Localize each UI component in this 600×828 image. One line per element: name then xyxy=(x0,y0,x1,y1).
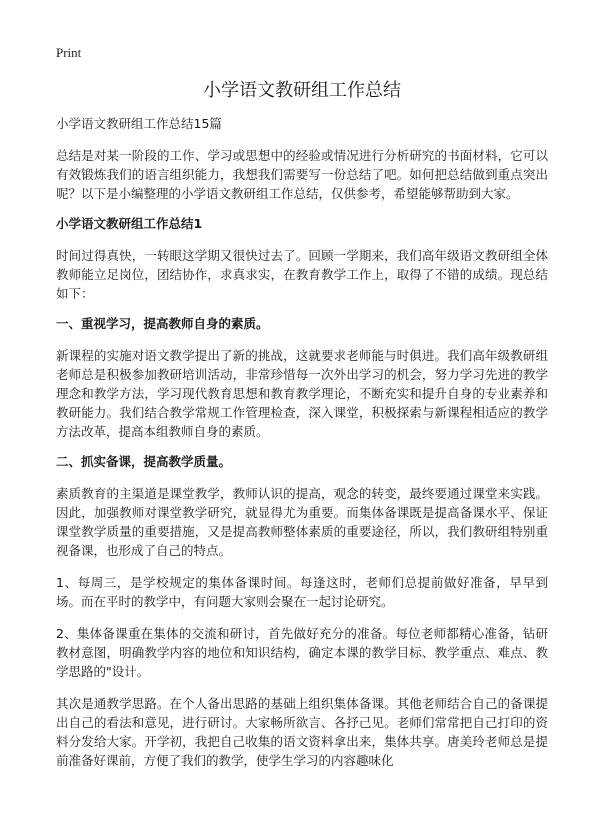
heading-2: 二、抓实备课，提高教学质量。 xyxy=(56,454,232,469)
heading-1: 一、重视学习，提高教师自身的素质。 xyxy=(56,316,269,331)
paragraph-4: 1、每周三，是学校规定的集体备课时间。每逢这时，老师们总提前做好准备，早早到场。而在平时的教学中，有问题大家则会聚在一起讨论研究。 xyxy=(56,575,548,609)
paragraph-1: 时间过得真快，一转眼这学期又很快过去了。回顾一学期来，我们高年级语文教研组全体教师能立足岗位，团结协作，求真求实，在教育教学工作上，取得了不错的成绩。现总结如下： xyxy=(56,248,548,301)
paragraph-5: 2、集体备课重在集体的交流和研讨，首先做好充分的准备。每位老师都精心准备，钻研教材意图，明确教学内容的地位和知识结构，确定本课的教学目标、教学重点、难点、教学思路的"设计。 xyxy=(56,626,548,679)
page-title: 小学语文教研组工作总结 xyxy=(203,80,401,101)
paragraph-6: 其次是通教学思路。在个人备出思路的基础上组织集体备课。其他老师结合自己的备课提出自己的看法和意见，进行研讨。大家畅所欲言、各抒己见。老师们常常把自己打印的资料分发给大家。开学初，我把自己收集的语文资料拿出来，集体共享。唐美玲老师总是提前准备好课前，方便了我们的教学，使学生学习的内容趣味化 xyxy=(56,696,548,768)
document-content xyxy=(56,80,548,783)
print-link[interactable]: Print xyxy=(56,45,82,60)
intro-paragraph: 总结是对某一阶段的工作、学习或思想中的经验或情况进行分析研究的书面材料，它可以有效锻炼我们的语言组织能力，我想我们需要写一份总结了吧。如何把总结做到重点突出呢？以下是小编整理的小学语文教研组工作总结，仅供参考，希望能够帮助到大家。 xyxy=(56,148,548,201)
paragraph-2: 新课程的实施对语文教学提出了新的挑战，这就要求老师能与时俱进。我们高年级教研组老师总是积极参加教研培训活动，非常珍惜每一次外出学习的机会，努力学习先进的教学理念和教学方法，学习现代教育思想和教育教学理论，不断充实和提升自身的专业素养和教研能力。我们结合教学常规工作管理检查，深入课堂，积极探索与新课程相适应的教学方法改革，提高本组教师自身的素质。 xyxy=(56,348,548,439)
subtitle: 小学语文教研组工作总结15篇 xyxy=(56,116,222,131)
paragraph-3: 素质教育的主渠道是课堂教学，教师认识的提高，观念的转变，最终要通过课堂来实践。因此，加强教师对课堂教学研究，就显得尤为重要。而集体备课既是提高备课水平、保证课堂教学质量的重要措施，又是提高教师整体素质的重要途径，所以，我们教研组特别重视备课，也形成了自己的特点。 xyxy=(56,486,548,558)
section-title: 小学语文教研组工作总结1 xyxy=(56,216,203,231)
